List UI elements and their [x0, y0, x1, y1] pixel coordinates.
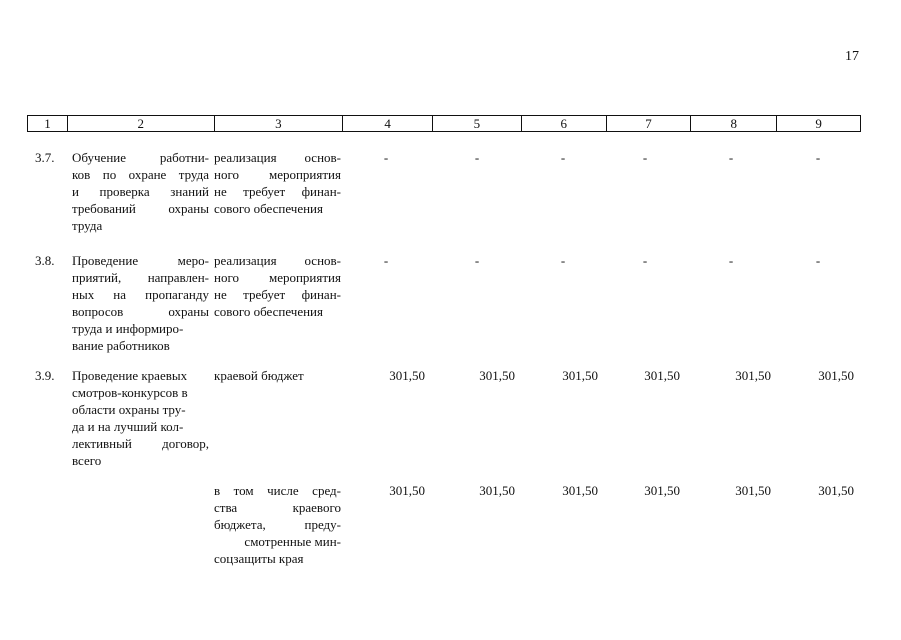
source-line: ного мероприятия [214, 167, 341, 182]
value-col-9: - [815, 253, 821, 268]
name-line: ков по охране труда [72, 167, 209, 182]
value-col-9: 301,50 [818, 368, 854, 383]
source-line: смотренные мин- [244, 534, 341, 549]
value-col-7: - [642, 150, 648, 165]
name-line: требований охраны [72, 201, 209, 216]
name-line: приятий, направлен- [72, 270, 209, 285]
source-line: соцзащиты края [214, 551, 304, 566]
header-col-3: 3 [215, 116, 344, 131]
activity-name [72, 367, 209, 469]
name-line: и проверка знаний [72, 184, 209, 199]
value-col-6: 301,50 [562, 483, 598, 498]
value-col-8: - [728, 253, 734, 268]
header-col-8: 8 [691, 116, 777, 131]
source-line: реализация основ- [214, 253, 341, 268]
header-col-4: 4 [343, 116, 433, 131]
header-col-6: 6 [522, 116, 607, 131]
value-col-7: 301,50 [644, 368, 680, 383]
value-col-6: 301,50 [562, 368, 598, 383]
name-line: ных на пропаганду [72, 287, 209, 302]
name-line: смотров-конкурсов в [72, 385, 188, 400]
row-number: 3.8. [35, 253, 55, 268]
name-line: всего [72, 453, 102, 468]
value-col-4: 301,50 [389, 368, 425, 383]
value-col-5: 301,50 [479, 368, 515, 383]
header-col-9: 9 [815, 116, 822, 131]
value-col-4: - [383, 150, 389, 165]
name-line: Обучение работни- [72, 150, 209, 165]
name-line: Проведение меро- [72, 253, 209, 268]
page-number: 17 [845, 49, 859, 64]
value-col-5: 301,50 [479, 483, 515, 498]
source-line: ного мероприятия [214, 270, 341, 285]
value-col-8: 301,50 [735, 368, 771, 383]
source-line: сового обеспечения [214, 304, 323, 319]
source-line: в том числе сред- [214, 483, 341, 498]
value-col-4: 301,50 [389, 483, 425, 498]
name-line: да и на лучший кол- [72, 419, 184, 434]
name-line: вание работников [72, 338, 170, 353]
name-line: области охраны тру- [72, 402, 186, 417]
funding-source [214, 482, 341, 567]
header-col-5: 5 [433, 116, 522, 131]
value-col-6: - [560, 150, 566, 165]
value-col-8: - [728, 150, 734, 165]
value-col-6: - [560, 253, 566, 268]
name-line: Проведение краевых [72, 368, 188, 383]
name-line: труда и информиро- [72, 321, 184, 336]
table-header-row [27, 115, 861, 132]
source-line: не требует финан- [214, 184, 341, 199]
funding-source [214, 367, 341, 384]
header-col-7: 7 [607, 116, 692, 131]
source-line: ства краевого [214, 500, 341, 515]
value-col-5: - [474, 150, 480, 165]
value-col-7: 301,50 [644, 483, 680, 498]
row-number: 3.9. [35, 368, 55, 383]
header-col-1: 1 [28, 116, 68, 131]
value-col-9: - [815, 150, 821, 165]
value-col-9: 301,50 [818, 483, 854, 498]
funding-source [214, 252, 341, 320]
header-col-2: 2 [68, 116, 215, 131]
name-line: лективный договор, [72, 436, 209, 451]
source-line: сового обеспечения [214, 201, 323, 216]
value-col-4: - [383, 253, 389, 268]
activity-name [72, 149, 209, 234]
value-col-5: - [474, 253, 480, 268]
source-line: краевой бюджет [214, 368, 304, 383]
source-line: реализация основ- [214, 150, 341, 165]
name-line: вопросов охраны [72, 304, 209, 319]
source-line: не требует финан- [214, 287, 341, 302]
source-line: бюджета, преду- [214, 517, 341, 532]
name-line: труда [72, 218, 103, 233]
value-col-7: - [642, 253, 648, 268]
funding-source [214, 149, 341, 217]
value-col-8: 301,50 [735, 483, 771, 498]
activity-name [72, 252, 209, 354]
row-number: 3.7. [35, 150, 55, 165]
